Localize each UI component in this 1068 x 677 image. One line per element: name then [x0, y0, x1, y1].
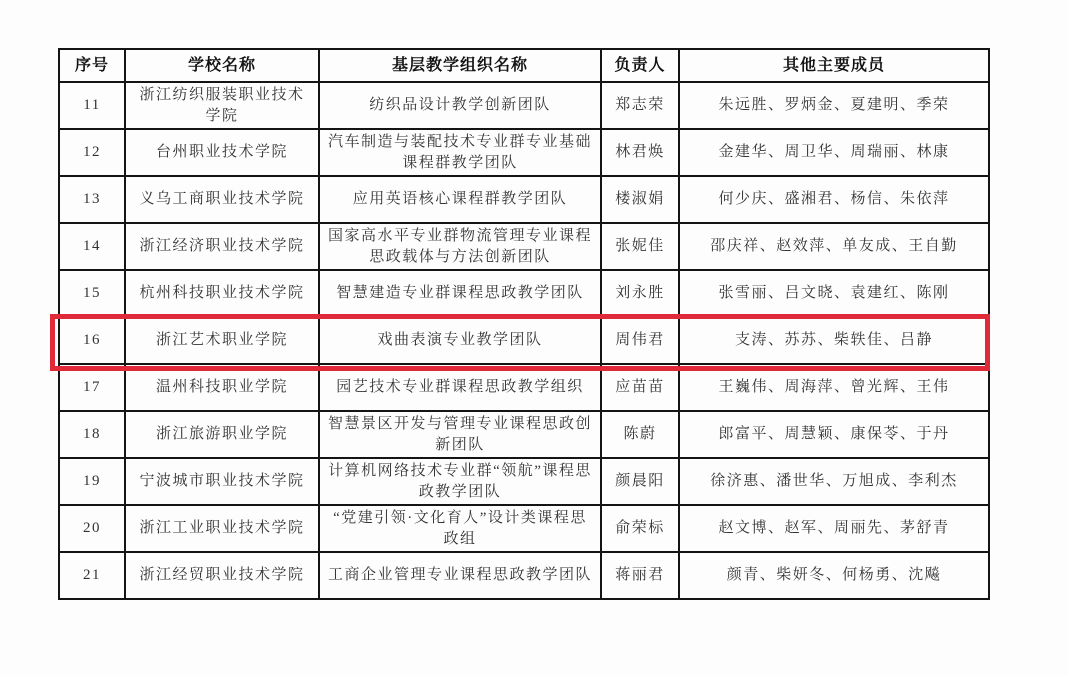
- table-row: [59, 129, 989, 176]
- cell-school: 义乌工商职业技术学院: [125, 176, 319, 223]
- cell-index: 21: [59, 552, 125, 599]
- cell-index: 19: [59, 458, 125, 505]
- table-row: [59, 176, 989, 223]
- cell-org: 汽车制造与装配技术专业群专业基础课程群教学团队: [319, 129, 601, 176]
- table-row: [59, 458, 989, 505]
- cell-leader: 俞荣标: [601, 505, 679, 552]
- cell-index: 18: [59, 411, 125, 458]
- cell-school: 浙江经贸职业技术学院: [125, 552, 319, 599]
- cell-leader: 周伟君: [601, 317, 679, 364]
- cell-org: 智慧建造专业群课程思政教学团队: [319, 270, 601, 317]
- column-header-org: 基层教学组织名称: [319, 49, 601, 82]
- cell-school: 浙江经济职业技术学院: [125, 223, 319, 270]
- cell-school: 浙江旅游职业学院: [125, 411, 319, 458]
- cell-org: 纺织品设计教学创新团队: [319, 82, 601, 129]
- cell-index: 15: [59, 270, 125, 317]
- cell-index: 17: [59, 364, 125, 411]
- table-row: [59, 82, 989, 129]
- cell-school: 浙江纺织服装职业技术学院: [125, 82, 319, 129]
- cell-org: 计算机网络技术专业群“领航”课程思政教学团队: [319, 458, 601, 505]
- cell-leader: 蒋丽君: [601, 552, 679, 599]
- table-row: [59, 505, 989, 552]
- teaching-organizations-table: [58, 48, 990, 600]
- cell-members: 支涛、苏苏、柴轶佳、吕静: [679, 317, 989, 364]
- column-header-members: 其他主要成员: [679, 49, 989, 82]
- cell-leader: 颜晨阳: [601, 458, 679, 505]
- cell-school: 宁波城市职业技术学院: [125, 458, 319, 505]
- cell-members: 张雪丽、吕文晓、袁建红、陈刚: [679, 270, 989, 317]
- cell-leader: 张妮佳: [601, 223, 679, 270]
- cell-org: 应用英语核心课程群教学团队: [319, 176, 601, 223]
- table-row: [59, 270, 989, 317]
- table-row: [59, 411, 989, 458]
- cell-org: 戏曲表演专业教学团队: [319, 317, 601, 364]
- cell-members: 徐济惠、潘世华、万旭成、李利杰: [679, 458, 989, 505]
- cell-org: “党建引领·文化育人”设计类课程思政组: [319, 505, 601, 552]
- cell-index: 12: [59, 129, 125, 176]
- cell-members: 王巍伟、周海萍、曾光辉、王伟: [679, 364, 989, 411]
- table-row: [59, 364, 989, 411]
- cell-school: 台州职业技术学院: [125, 129, 319, 176]
- cell-school: 杭州科技职业技术学院: [125, 270, 319, 317]
- cell-org: 国家高水平专业群物流管理专业课程思政载体与方法创新团队: [319, 223, 601, 270]
- cell-leader: 陈蔚: [601, 411, 679, 458]
- cell-school: 浙江艺术职业学院: [125, 317, 319, 364]
- table-row-highlighted: [59, 317, 989, 364]
- column-header-index: 序号: [59, 49, 125, 82]
- cell-members: 赵文博、赵军、周丽先、茅舒青: [679, 505, 989, 552]
- cell-org: 工商企业管理专业课程思政教学团队: [319, 552, 601, 599]
- cell-leader: 楼淑娟: [601, 176, 679, 223]
- table-row: [59, 552, 989, 599]
- cell-school: 浙江工业职业技术学院: [125, 505, 319, 552]
- cell-leader: 郑志荣: [601, 82, 679, 129]
- cell-org: 智慧景区开发与管理专业课程思政创新团队: [319, 411, 601, 458]
- cell-members: 金建华、周卫华、周瑞丽、林康: [679, 129, 989, 176]
- cell-members: 邵庆祥、赵效萍、单友成、王自勤: [679, 223, 989, 270]
- cell-members: 何少庆、盛湘君、杨信、朱依萍: [679, 176, 989, 223]
- cell-index: 20: [59, 505, 125, 552]
- table-header-row: [59, 49, 989, 82]
- cell-school: 温州科技职业学院: [125, 364, 319, 411]
- cell-index: 16: [59, 317, 125, 364]
- cell-leader: 应苗苗: [601, 364, 679, 411]
- cell-index: 14: [59, 223, 125, 270]
- cell-leader: 林君焕: [601, 129, 679, 176]
- column-header-school: 学校名称: [125, 49, 319, 82]
- cell-index: 13: [59, 176, 125, 223]
- cell-leader: 刘永胜: [601, 270, 679, 317]
- cell-index: 11: [59, 82, 125, 129]
- cell-members: 朱远胜、罗炳金、夏建明、季荣: [679, 82, 989, 129]
- cell-members: 郎富平、周慧颖、康保苓、于丹: [679, 411, 989, 458]
- table-row: [59, 223, 989, 270]
- cell-org: 园艺技术专业群课程思政教学组织: [319, 364, 601, 411]
- cell-members: 颜青、柴妍冬、何杨勇、沈飚: [679, 552, 989, 599]
- column-header-leader: 负责人: [601, 49, 679, 82]
